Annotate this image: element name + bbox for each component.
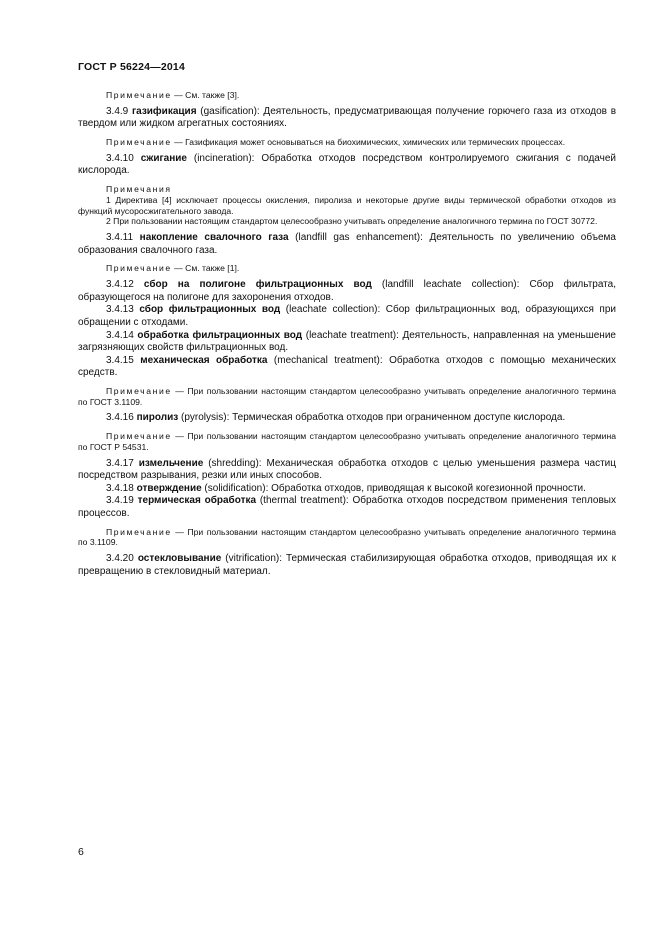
term-number: 3.4.12 [106, 279, 144, 291]
note [78, 90, 616, 101]
note-label: Примечание [106, 385, 172, 396]
note-item-1: 1 Директива [4] исключает процессы окисления, пиролиза и некоторые другие виды термической обработки отходов из функций мусоросжигательного завода. [78, 194, 616, 216]
page-number: 6 [78, 846, 84, 858]
note-text: — См. также [1]. [171, 263, 240, 274]
note [78, 386, 616, 408]
term-entry-3-4-14 [78, 330, 616, 355]
note-text: — При пользовании настоящим стандартом целесообразно учитывать определение аналогичного термина по ГОСТ Р 54531. [78, 431, 616, 452]
term-entry-3-4-13 [78, 304, 616, 329]
term-number: 3.4.20 [106, 553, 138, 565]
term-name: отверждение [136, 482, 202, 494]
term-name: сбор фильтрационных вод [139, 304, 281, 316]
term-name: остекловывание [137, 553, 222, 565]
term-definition: (leachate treatment): Деятельность, направленная на уменьшение загрязняющих свойств фильтрационных вод. [78, 329, 616, 354]
term-definition: (thermal treatment): Обработка отходов посредством применения тепловых процессов. [78, 495, 616, 520]
term-entry-3-4-10 [78, 153, 616, 178]
term-number: 3.4.14 [106, 329, 138, 341]
term-number: 3.4.9 [106, 105, 132, 117]
term-entry-3-4-12 [78, 279, 616, 304]
note [78, 137, 616, 148]
notes-label: Примечания [106, 183, 172, 194]
term-entry-3-4-18 [78, 483, 616, 496]
term-entry-3-4-16 [78, 412, 616, 425]
term-name: накопление свалочного газа [139, 232, 289, 244]
term-definition: (landfill leachate collection): Сбор фильтрата, образующегося на полигоне для захоронения отходов. [78, 279, 616, 303]
term-definition: (shredding): Механическая обработка отходов с целью уменьшения размера частиц посредством разрывания, резки или иных способов. [78, 457, 616, 482]
term-name: обработка фильтрационных вод [137, 329, 303, 341]
term-number: 3.4.11 [106, 232, 140, 244]
term-name: механическая обработка [140, 354, 268, 366]
document-code-header: ГОСТ Р 56224—2014 [78, 61, 186, 73]
note-text: — При пользовании настоящим стандартом целесообразно учитывать определение аналогичного термина по ГОСТ 3.1109. [78, 385, 616, 407]
term-definition: (leachate collection): Сбор фильтрационных вод, образующихся при обращении с отходами. [78, 304, 616, 328]
term-definition: (mechanical treatment): Обработка отходов с помощью механических средств. [78, 354, 616, 379]
note-label: Примечание [106, 526, 172, 537]
note-label: Примечание [106, 431, 172, 442]
term-name: сбор на полигоне фильтрационных вод [143, 279, 372, 291]
note-label: Примечание [106, 136, 172, 147]
note [78, 431, 616, 453]
document-body [78, 90, 616, 578]
note-text: — Газификация может основываться на биохимических, химических или термических процессах. [171, 136, 566, 147]
note-text: — См. также [3]. [171, 90, 240, 100]
term-name: термическая обработка [137, 495, 257, 507]
term-entry-3-4-11 [78, 232, 616, 257]
term-entry-3-4-19 [78, 495, 616, 520]
note-label: Примечание [106, 263, 172, 274]
term-definition: (gasification): Деятельность, предусматривающая получение горючего газа из отходов в твердом или жидком агрегатных состояниях. [78, 105, 617, 130]
note-text: — При пользовании настоящим стандартом целесообразно учитывать определение аналогичного термина по 3.1109. [78, 526, 616, 548]
term-definition: (pyrolysis): Термическая обработка отходов при ограниченном доступе кислорода. [178, 412, 566, 424]
term-entry-3-4-9 [78, 106, 616, 131]
term-number: 3.4.15 [106, 354, 141, 366]
term-name: газификация [131, 105, 197, 117]
term-entry-3-4-20 [78, 553, 616, 578]
term-definition: (incineration): Обработка отходов посредством контролируемого сжигания с подачей кислорода. [78, 152, 616, 177]
term-number: 3.4.19 [106, 495, 138, 507]
term-number: 3.4.10 [106, 152, 141, 164]
term-entry-3-4-17 [78, 458, 616, 483]
term-name: сжигание [140, 152, 187, 164]
term-definition: (vitrification): Термическая стабилизирующая обработка отходов, приводящая их к превращению в стекловидный материал. [78, 553, 616, 577]
note-label: Примечание [106, 90, 172, 100]
term-number: 3.4.18 [106, 482, 137, 494]
term-number: 3.4.13 [106, 304, 140, 316]
term-definition: (landfill gas enhancement): Деятельность по увеличению объема образования свалочного газа. [78, 232, 616, 256]
term-name: пиролиз [136, 412, 179, 424]
note [78, 527, 616, 549]
term-definition: (solidification): Обработка отходов, приводящая к высокой когезионной прочности. [201, 482, 586, 494]
term-number: 3.4.16 [106, 412, 137, 424]
term-number: 3.4.17 [106, 457, 139, 469]
note [78, 263, 616, 274]
term-name: измельчение [138, 457, 204, 469]
term-entry-3-4-15 [78, 355, 616, 380]
note-item-2: 2 При пользовании настоящим стандартом целесообразно учитывать определение аналогичного термина по ГОСТ 30772. [106, 216, 598, 227]
